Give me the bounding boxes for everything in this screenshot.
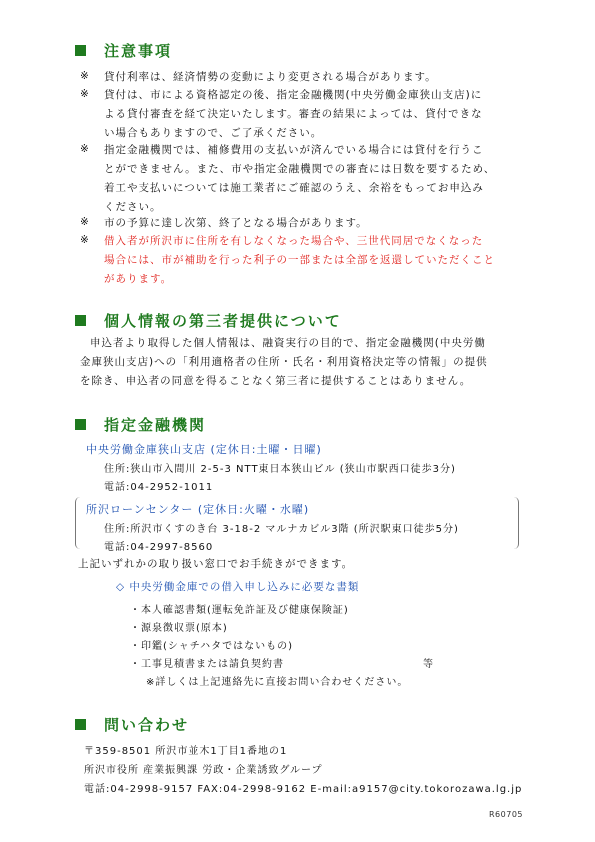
bank-branch-2-name: 所沢ローンセンター (定休日:火曜・水曜) <box>86 503 310 516</box>
note-mark: ※ <box>80 88 89 100</box>
bank-branch-2-address: 住所:所沢市くすのき台 3-18-2 マルナカビル3階 (所沢駅東口徒歩5分) <box>104 524 459 535</box>
contact-office: 所沢市役所 産業振興課 労政・企業誘致グループ <box>84 765 323 776</box>
note-mark: ※ <box>80 216 89 228</box>
notice-item-5-warning: 借入者が所沢市に住所を有しなくなった場合や、三世代同居でなくなった 場合には、市が補助を行った利子の一部または全部を返還していただくこと があります。 <box>104 235 495 285</box>
heading-square-icon <box>75 315 86 326</box>
notice-item-4: 市の予算に達し次第、終了となる場合があります。 <box>104 217 368 229</box>
note-mark: ※ <box>80 70 89 82</box>
required-docs-etc: 等 <box>423 659 434 670</box>
note-mark: ※ <box>80 143 89 155</box>
required-docs-note: ※詳しくは上記連絡先に直接お問い合わせください。 <box>146 677 409 688</box>
section-heading-privacy: 個人情報の第三者提供について <box>75 310 342 331</box>
bank-branch-1-name: 中央労働金庫狭山支店 (定休日:土曜・日曜) <box>86 443 322 456</box>
required-doc-item: ・工事見積書または請負契約書 <box>130 659 284 670</box>
note-mark: ※ <box>80 234 89 246</box>
privacy-paragraph: 申込者より取得した個人情報は、融資実行の目的で、指定金融機関(中央労働 金庫狭山支店)への「利用適格者の住所・氏名・利用資格決定等の情報」の提供 を除き、申込者の同意を得ることなく第三者に提供することはありません。 <box>80 337 488 387</box>
bank-branch-1-phone: 電話:04-2952-1011 <box>104 482 214 493</box>
notice-item-3: 指定金融機関では、補修費用の支払いが済んでいる場合には貸付を行うこ とができません。また、市や指定金融機関での審査には日数を要するため、 着工や支払いについては施工業者にご確認のうえ、余裕をもってお申込み ください。 <box>104 144 496 213</box>
heading-square-icon <box>75 419 86 430</box>
required-docs-title: ◇ 中央労働金庫での借入申し込みに必要な書類 <box>116 581 360 593</box>
bank-branch-1-address: 住所:狭山市入間川 2-5-3 NTT東日本狭山ビル (狭山市駅西口徒歩3分) <box>104 464 456 475</box>
required-doc-item: ・印鑑(シャチハタではないもの) <box>130 641 294 652</box>
required-doc-item: ・源泉徴収票(原本) <box>130 623 228 634</box>
notice-item-2: 貸付は、市による資格認定の後、指定金融機関(中央労働金庫狭山支店)に よる貸付審査を経て決定いたします。審査の結果によっては、貸付できな い場合もありますので、ご了承ください。 <box>104 89 483 139</box>
bank-branch-2-phone: 電話:04-2997-8560 <box>104 542 214 553</box>
document-code: R60705 <box>489 810 524 819</box>
heading-square-icon <box>75 719 86 730</box>
bank-note: 上記いずれかの取り扱い窓口でお手続きができます。 <box>78 558 354 570</box>
notice-item-1: 貸付利率は、経済情勢の変動により変更される場合があります。 <box>104 71 437 83</box>
section-heading-notice: 注意事項 <box>75 40 172 61</box>
contact-phone-email: 電話:04-2998-9157 FAX:04-2998-9162 E-mail:a9157@city.tokorozawa.lg.jp <box>84 784 523 795</box>
contact-address: 〒359-8501 所沢市並木1丁目1番地の1 <box>84 746 288 757</box>
heading-square-icon <box>75 45 86 56</box>
section-heading-contact: 問い合わせ <box>75 714 189 735</box>
section-heading-banks: 指定金融機関 <box>75 414 206 435</box>
required-doc-item: ・本人確認書類(運転免許証及び健康保険証) <box>130 605 349 616</box>
